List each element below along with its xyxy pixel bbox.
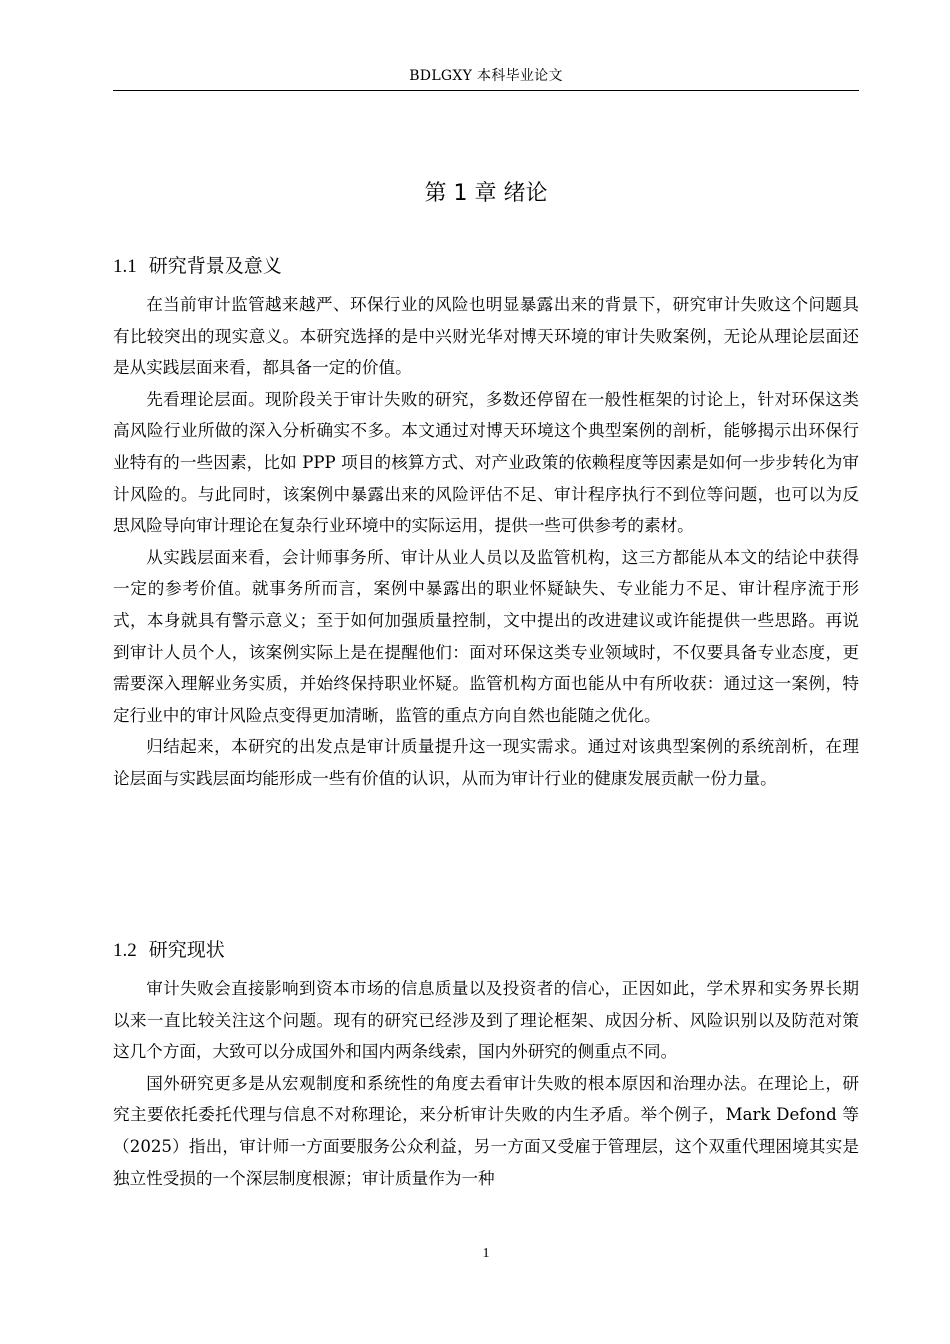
paragraph: 先看理论层面。现阶段关于审计失败的研究，多数还停留在一般性框架的讨论上，针对环保这类高风险行业所做的深入分析确实不多。本文通过对博天环境这个典型案例的剖析，能够揭示出环保行业特有的一些因素，比如 PPP 项目的核算方式、对产业政策的依赖程度等因素是如何一步步转化为审计风险的。与此同时，该案例中暴露出来的风险评估不足、审计程序执行不到位等问题，也可以为反思风险导向审计理论在复杂行业环境中的实际运用，提供一些可供参考的素材。: [113, 389, 859, 536]
section-title: 研究背景及意义: [148, 255, 282, 277]
page-number: 1: [482, 1246, 490, 1261]
section-title: 研究现状: [148, 939, 225, 961]
paragraph: 归结起来，本研究的出发点是审计质量提升这一现实需求。通过对该典型案例的系统剖析，在理论层面与实践层面均能形成一些有价值的认识，从而为审计行业的健康发展贡献一份力量。: [113, 737, 859, 788]
paragraph: 审计失败会直接影响到资本市场的信息质量以及投资者的信心，正因如此，学术界和实务界长期以来一直比较关注这个问题。现有的研究已经涉及到了理论框架、成因分析、风险识别以及防范对策这几个方面，大致可以分成国外和国内两条线索，国内外研究的侧重点不同。: [113, 979, 859, 1062]
paragraph: 国外研究更多是从宏观制度和系统性的角度去看审计失败的根本原因和治理办法。在理论上，研究主要依托委托代理与信息不对称理论，来分析审计失败的内生矛盾。举个例子，Mark Defond 等（2025）指出，审计师一方面要服务公众利益，另一方面又受雇于管理层，这个双重代理困境其实是独立性受损的一个深层制度根源；审计质量作为一种: [113, 1073, 859, 1188]
section-number: 1.1: [113, 256, 137, 277]
section-1-2: [113, 936, 859, 1194]
paragraph: 从实践层面来看，会计师事务所、审计从业人员以及监管机构，这三方都能从本文的结论中获得一定的参考价值。就事务所而言，案例中暴露出的职业怀疑缺失、专业能力不足、审计程序流于形式，本身就具有警示意义；至于如何加强质量控制，文中提出的改进建议或许能提供一些思路。再说到审计人员个人，该案例实际上是在提醒他们：面对环保这类专业领域时，不仅要具备专业态度，更需要深入理解业务实质，并始终保持职业怀疑。监管机构方面也能从中有所收获：通过这一案例，特定行业中的审计风险点变得更加清晰，监管的重点方向自然也能随之优化。: [113, 547, 859, 725]
section-number: 1.2: [113, 940, 137, 961]
header-rule: [113, 90, 859, 91]
chapter-title: 第 1 章 绪论: [424, 181, 548, 206]
section-heading: [113, 252, 859, 281]
running-header: BDLGXY 本科毕业论文: [409, 68, 563, 84]
section-heading: [113, 936, 859, 965]
paragraph: 在当前审计监管越来越严、环保行业的风险也明显暴露出来的背景下，研究审计失败这个问题具有比较突出的现实意义。本研究选择的是中兴财光华对博天环境的审计失败案例，无论从理论层面还是从实践层面来看，都具备一定的价值。: [113, 295, 859, 378]
section-1-1: [113, 252, 859, 795]
